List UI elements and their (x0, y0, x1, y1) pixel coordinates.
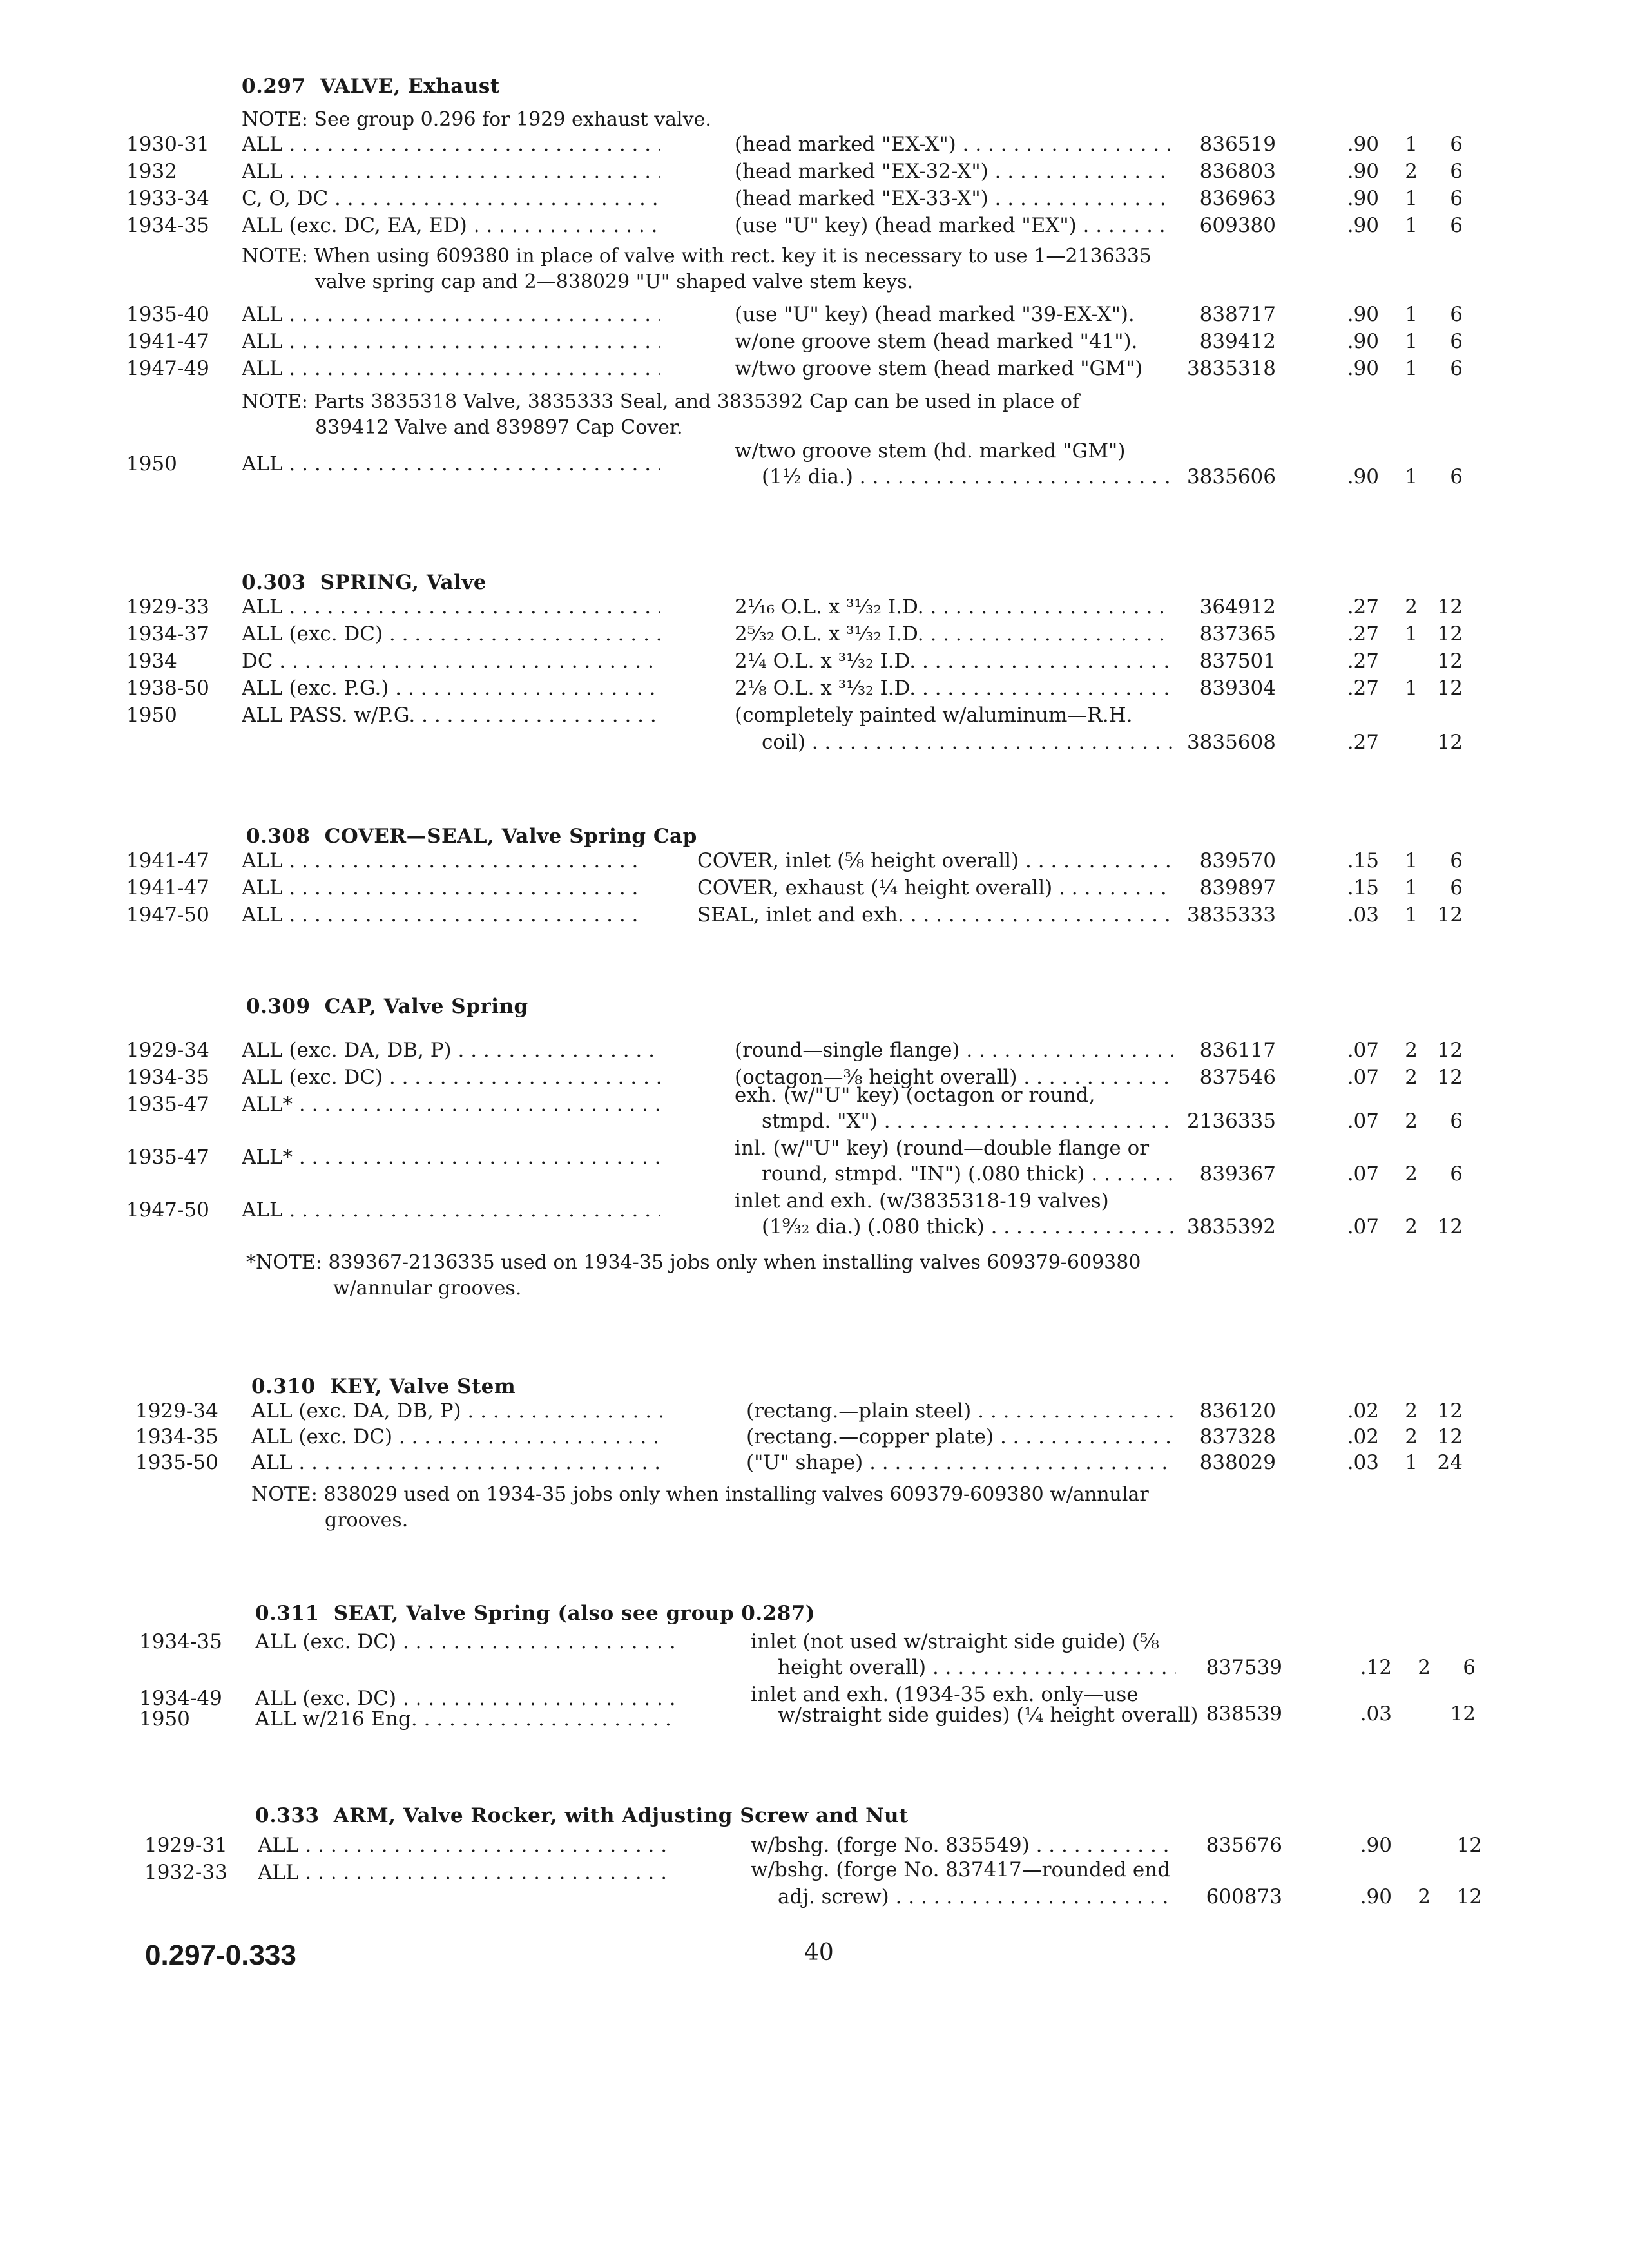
price: .90 (1347, 214, 1379, 237)
description: (use "U" key) (head marked "EX") . . . (735, 214, 1173, 237)
package-quantity: 6 (1450, 214, 1463, 237)
quantity: 1 (1405, 849, 1418, 872)
year-range: 1934-35 (126, 1066, 209, 1089)
part-number: 836963 (1199, 187, 1276, 210)
price: .27 (1347, 622, 1379, 646)
quantity: 1 (1405, 303, 1418, 326)
year-range: 1934 (126, 649, 177, 673)
table-row (0, 1162, 1629, 1192)
table-row (0, 303, 1629, 332)
section-name: ARM, Valve Rocker, with Adjusting Screw and Nut (333, 1804, 909, 1827)
price: .02 (1347, 1425, 1379, 1448)
description: 2¼ O.L. x ³¹⁄₃₂ I.D. . . . (735, 649, 1173, 673)
package-quantity: 6 (1450, 876, 1463, 899)
model: ALL . . . (242, 303, 660, 326)
table-row (0, 1656, 1629, 1686)
description-line: round, stmpd. "IN") (.080 thick) . . . (735, 1162, 1173, 1186)
description: COVER, inlet (⅝ height overall) . . . (697, 849, 1173, 872)
model: ALL . . . (242, 452, 660, 476)
model: ALL* . . . (242, 1146, 660, 1169)
description: (octagon—⅜ height overall) . . . (735, 1066, 1173, 1089)
quantity: 1 (1405, 133, 1418, 156)
package-quantity: 12 (1437, 649, 1463, 673)
description-line: stmpd. "X") . . . (735, 1110, 1173, 1133)
price: .02 (1347, 1399, 1379, 1423)
year-range: 1929-31 (144, 1834, 227, 1857)
description-line: inl. (w/"U" key) (round—double flange or (735, 1137, 1150, 1160)
section-name: KEY, Valve Stem (329, 1375, 516, 1398)
quantity: 1 (1405, 187, 1418, 210)
quantity: 1 (1405, 903, 1418, 927)
year-range: 1947-50 (126, 1198, 209, 1222)
note-line: NOTE: When using 609380 in place of valve with rect. key it is necessary to use 1—2136335 (242, 245, 1152, 267)
note-line: grooves. (325, 1509, 409, 1532)
year-range: 1929-34 (135, 1399, 218, 1423)
price: .15 (1347, 876, 1379, 899)
price: .07 (1347, 1039, 1379, 1062)
section-title-cover-seal (246, 825, 697, 848)
price: .27 (1347, 677, 1379, 700)
model: ALL . . . (242, 903, 641, 927)
section-number: 0.308 (246, 825, 311, 848)
description-line: exh. (w/"U" key) (octagon or round, (735, 1084, 1095, 1107)
section-title-valve-exhaust (242, 75, 500, 98)
year-range: 1932 (126, 160, 177, 183)
year-range: 1935-50 (135, 1451, 218, 1474)
part-number: 837539 (1206, 1656, 1282, 1679)
quantity: 1 (1405, 357, 1418, 380)
model: ALL . . . (242, 357, 660, 380)
table-row (0, 214, 1629, 244)
section-name: CAP, Valve Spring (324, 995, 528, 1018)
price: .12 (1360, 1656, 1392, 1679)
part-number: 839412 (1199, 330, 1276, 353)
section-number: 0.333 (255, 1804, 320, 1827)
year-range: 1932-33 (144, 1861, 227, 1884)
part-number: 836519 (1199, 133, 1276, 156)
model: ALL . . . (242, 330, 660, 353)
quantity: 1 (1405, 330, 1418, 353)
model: ALL . . . (242, 133, 660, 156)
part-number: 609380 (1199, 214, 1276, 237)
model: ALL (exc. DC) . . . (242, 1066, 660, 1089)
quantity: 2 (1405, 1066, 1418, 1089)
table-row (0, 849, 1629, 879)
year-range: 1934-49 (139, 1687, 222, 1710)
description-line: coil) . . . (735, 731, 1173, 754)
quantity: 2 (1405, 1110, 1418, 1133)
price: .90 (1347, 357, 1379, 380)
package-quantity: 12 (1437, 595, 1463, 619)
package-quantity: 12 (1437, 731, 1463, 754)
table-row (0, 1885, 1629, 1915)
description-line: w/two groove stem (hd. marked "GM") (735, 439, 1126, 463)
section-title-key-valve-stem (251, 1375, 516, 1398)
table-row (0, 876, 1629, 906)
year-range: 1934-35 (135, 1425, 218, 1448)
quantity: 1 (1405, 465, 1418, 488)
price: .90 (1360, 1834, 1392, 1857)
quantity: 1 (1405, 677, 1418, 700)
table-row (0, 330, 1629, 360)
table-row (0, 704, 1629, 733)
package-quantity: 6 (1450, 133, 1463, 156)
model: ALL (exc. DC) . . . (242, 622, 660, 646)
description: 2¹⁄₁₆ O.L. x ³¹⁄₃₂ I.D. . . . (735, 595, 1173, 619)
table-row (0, 903, 1629, 933)
section-title-spring-valve (242, 571, 487, 594)
part-number: 839570 (1199, 849, 1276, 872)
year-range: 1941-47 (126, 876, 209, 899)
package-quantity: 24 (1437, 1451, 1463, 1474)
package-quantity: 6 (1450, 330, 1463, 353)
package-quantity: 12 (1437, 622, 1463, 646)
package-quantity: 6 (1450, 1110, 1463, 1133)
year-range: 1935-47 (126, 1146, 209, 1169)
quantity: 2 (1418, 1885, 1431, 1908)
year-range: 1933-34 (126, 187, 209, 210)
price: .07 (1347, 1215, 1379, 1238)
note-line: w/annular grooves. (333, 1277, 522, 1300)
part-number: 838717 (1199, 303, 1276, 326)
quantity: 2 (1405, 1425, 1418, 1448)
year-range: 1929-33 (126, 595, 209, 619)
table-row (0, 187, 1629, 216)
model: ALL (exc. DC) . . . (255, 1630, 674, 1653)
quantity: 1 (1405, 1451, 1418, 1474)
description-line: inlet (not used w/straight side guide) (⅝ (751, 1630, 1159, 1653)
description: (round—single flange) . . . (735, 1039, 1173, 1062)
table-row (0, 1215, 1629, 1245)
model: ALL (exc. DA, DB, P) . . . (242, 1039, 660, 1062)
year-range: 1947-49 (126, 357, 209, 380)
model: ALL PASS. w/P.G. . . . (242, 704, 660, 727)
part-number: 836117 (1199, 1039, 1276, 1062)
quantity: 2 (1405, 1162, 1418, 1186)
package-quantity: 12 (1437, 1399, 1463, 1423)
model: ALL w/216 Eng. . . . (255, 1707, 674, 1731)
section-name: VALVE, Exhaust (320, 75, 500, 98)
price: .90 (1360, 1885, 1392, 1908)
section-title-seat-valve-spring (255, 1602, 815, 1625)
table-row (0, 595, 1629, 625)
section-name: SPRING, Valve (320, 571, 487, 594)
model: ALL . . . (251, 1451, 664, 1474)
year-range: 1934-35 (139, 1630, 222, 1653)
description-line: (completely painted w/aluminum—R.H. (735, 704, 1133, 727)
note (246, 1250, 1141, 1302)
package-quantity: 12 (1437, 1425, 1463, 1448)
quantity: 2 (1405, 595, 1418, 619)
table-row (0, 731, 1629, 760)
model: ALL . . . (242, 849, 641, 872)
quantity: 2 (1405, 1215, 1418, 1238)
section-number: 0.309 (246, 995, 311, 1018)
part-number: 838029 (1199, 1451, 1276, 1474)
section-name: COVER—SEAL, Valve Spring Cap (324, 825, 697, 848)
package-quantity: 6 (1450, 187, 1463, 210)
price: .90 (1347, 160, 1379, 183)
model: ALL . . . (242, 595, 660, 619)
price: .03 (1347, 1451, 1379, 1474)
year-range: 1934-35 (126, 214, 209, 237)
part-number: 836803 (1199, 160, 1276, 183)
table-row (0, 677, 1629, 706)
description: (head marked "EX-X") . . . (735, 133, 1173, 156)
table-row (0, 160, 1629, 189)
part-number: 837365 (1199, 622, 1276, 646)
quantity: 1 (1405, 214, 1418, 237)
note-line: NOTE: Parts 3835318 Valve, 3835333 Seal, and 3835392 Cap can be used in place of (242, 390, 1080, 413)
table-row (0, 622, 1629, 652)
package-quantity: 12 (1437, 1039, 1463, 1062)
page-section-range: 0.297-0.333 (145, 1939, 296, 1971)
note-line: 839412 Valve and 839897 Cap Cover. (315, 416, 683, 439)
table-row (0, 1451, 1629, 1481)
part-number: 3835333 (1186, 903, 1276, 927)
price: .27 (1347, 595, 1379, 619)
package-quantity: 6 (1450, 160, 1463, 183)
part-number: 3835608 (1186, 731, 1276, 754)
table-row (0, 1039, 1629, 1068)
model: ALL* . . . (242, 1093, 660, 1116)
quantity: 2 (1405, 1039, 1418, 1062)
price: .03 (1360, 1702, 1392, 1725)
section-number: 0.310 (251, 1375, 316, 1398)
model: ALL (exc. P.G.) . . . (242, 677, 660, 700)
table-row (0, 465, 1629, 495)
description-line: (1½ dia.) . . . (735, 465, 1173, 488)
model: DC . . . (242, 649, 660, 673)
description: (rectang.—copper plate) . . . (746, 1425, 1173, 1448)
model: ALL (exc. DC) . . . (251, 1425, 664, 1448)
table-row (0, 1110, 1629, 1139)
section-number: 0.297 (242, 75, 306, 98)
package-quantity: 6 (1450, 357, 1463, 380)
part-number: 836120 (1199, 1399, 1276, 1423)
section-name: SEAT, Valve Spring (also see group 0.287) (333, 1602, 816, 1625)
part-number: 364912 (1199, 595, 1276, 619)
table-row (0, 357, 1629, 387)
price: .03 (1347, 903, 1379, 927)
part-number: 839304 (1199, 677, 1276, 700)
part-number: 839897 (1199, 876, 1276, 899)
part-number: 837546 (1199, 1066, 1276, 1089)
section-number: 0.311 (255, 1602, 320, 1625)
part-number: 839367 (1199, 1162, 1276, 1186)
section-title-cap-valve-spring (246, 995, 528, 1018)
part-number: 3835392 (1186, 1215, 1276, 1238)
year-range: 1930-31 (126, 133, 209, 156)
quantity: 1 (1405, 622, 1418, 646)
part-number: 838539 (1206, 1702, 1282, 1725)
year-range: 1941-47 (126, 330, 209, 353)
year-range: 1938-50 (126, 677, 209, 700)
part-number: 835676 (1206, 1834, 1282, 1857)
table-row (0, 1702, 1629, 1737)
package-quantity: 6 (1463, 1656, 1476, 1679)
package-quantity: 12 (1456, 1834, 1482, 1857)
note-line: valve spring cap and 2—838029 "U" shaped valve stem keys. (315, 271, 914, 293)
description-line: adj. screw) . . . (751, 1885, 1176, 1908)
price: .90 (1347, 133, 1379, 156)
description: (rectang.—plain steel) . . . (746, 1399, 1173, 1423)
description: w/bshg. (forge No. 835549) . . . (751, 1834, 1176, 1857)
year-range: 1935-47 (126, 1093, 209, 1116)
quantity: 2 (1418, 1656, 1431, 1679)
year-range: 1947-50 (126, 903, 209, 927)
model: C, O, DC . . . (242, 187, 660, 210)
description: (head marked "EX-33-X") . . . (735, 187, 1173, 210)
model: ALL . . . (242, 1198, 660, 1222)
year-range: 1935-40 (126, 303, 209, 326)
package-quantity: 6 (1450, 465, 1463, 488)
package-quantity: 6 (1450, 1162, 1463, 1186)
description-line: inlet and exh. (1934-35 exh. only—use (751, 1683, 1139, 1706)
package-quantity: 6 (1450, 303, 1463, 326)
package-quantity: 12 (1437, 677, 1463, 700)
table-row (0, 649, 1629, 679)
description: COVER, exhaust (¼ height overall) . . . (697, 876, 1173, 899)
description: w/two groove stem (head marked "GM") (735, 357, 1143, 380)
section-number: 0.303 (242, 571, 306, 594)
price: .15 (1347, 849, 1379, 872)
description: SEAL, inlet and exh. . . . (697, 903, 1173, 927)
description-line: (1⁹⁄₃₂ dia.) (.080 thick) . . . (735, 1215, 1173, 1238)
note (242, 244, 1152, 295)
note-line: *NOTE: 839367-2136335 used on 1934-35 jobs only when installing valves 609379-609380 (246, 1251, 1141, 1274)
description-line: height overall) . . . (751, 1656, 1176, 1679)
model: ALL . . . (258, 1861, 673, 1884)
description: (head marked "EX-32-X") . . . (735, 160, 1173, 183)
part-number: 3835318 (1186, 357, 1276, 380)
description-line: w/bshg. (forge No. 837417—rounded end (751, 1858, 1171, 1881)
description: (use "U" key) (head marked "39-EX-X"). (735, 303, 1135, 326)
price: .27 (1347, 649, 1379, 673)
package-quantity: 12 (1437, 903, 1463, 927)
year-range: 1941-47 (126, 849, 209, 872)
section-title-arm-valve-rocker (255, 1804, 909, 1827)
year-range: 1950 (126, 452, 177, 476)
model: ALL . . . (242, 876, 641, 899)
part-number: 600873 (1206, 1885, 1282, 1908)
part-number: 2136335 (1186, 1110, 1276, 1133)
note (242, 389, 1079, 441)
year-range: 1950 (126, 704, 177, 727)
description-line: w/straight side guides) (¼ height overall) (778, 1704, 1199, 1727)
description: 2⁵⁄₃₂ O.L. x ³¹⁄₃₂ I.D. . . . (735, 622, 1173, 646)
quantity: 2 (1405, 1399, 1418, 1423)
price: .90 (1347, 303, 1379, 326)
page-number: 40 (804, 1939, 834, 1966)
note: NOTE: See group 0.296 for 1929 exhaust valve. (242, 108, 711, 131)
package-quantity: 6 (1450, 849, 1463, 872)
model: ALL . . . (258, 1834, 673, 1857)
model: ALL (exc. DC) . . . (255, 1687, 674, 1710)
price: .07 (1347, 1162, 1379, 1186)
price: .27 (1347, 731, 1379, 754)
quantity: 2 (1405, 160, 1418, 183)
year-range: 1934-37 (126, 622, 209, 646)
part-number: 837501 (1199, 649, 1276, 673)
part-number: 837328 (1199, 1425, 1276, 1448)
price: .90 (1347, 187, 1379, 210)
price: .07 (1347, 1066, 1379, 1089)
package-quantity: 12 (1456, 1885, 1482, 1908)
package-quantity: 12 (1437, 1066, 1463, 1089)
year-range: 1929-34 (126, 1039, 209, 1062)
package-quantity: 12 (1437, 1215, 1463, 1238)
note-line: NOTE: 838029 used on 1934-35 jobs only when installing valves 609379-609380 w/annular (251, 1483, 1149, 1506)
model: ALL (exc. DA, DB, P) . . . (251, 1399, 664, 1423)
package-quantity: 12 (1450, 1702, 1476, 1725)
model: ALL . . . (242, 160, 660, 183)
description: w/one groove stem (head marked "41"). (735, 330, 1138, 353)
part-number: 3835606 (1186, 465, 1276, 488)
description-line: inlet and exh. (w/3835318-19 valves) (735, 1189, 1109, 1213)
price: .90 (1347, 330, 1379, 353)
note (251, 1482, 1149, 1533)
model: ALL (exc. DC, EA, ED) . . . (242, 214, 660, 237)
table-row (0, 133, 1629, 162)
price: .90 (1347, 465, 1379, 488)
description: ("U" shape) . . . (746, 1451, 1173, 1474)
description: 2⅛ O.L. x ³¹⁄₃₂ I.D. . . . (735, 677, 1173, 700)
quantity: 1 (1405, 876, 1418, 899)
price: .07 (1347, 1110, 1379, 1133)
year-range: 1950 (139, 1707, 190, 1731)
